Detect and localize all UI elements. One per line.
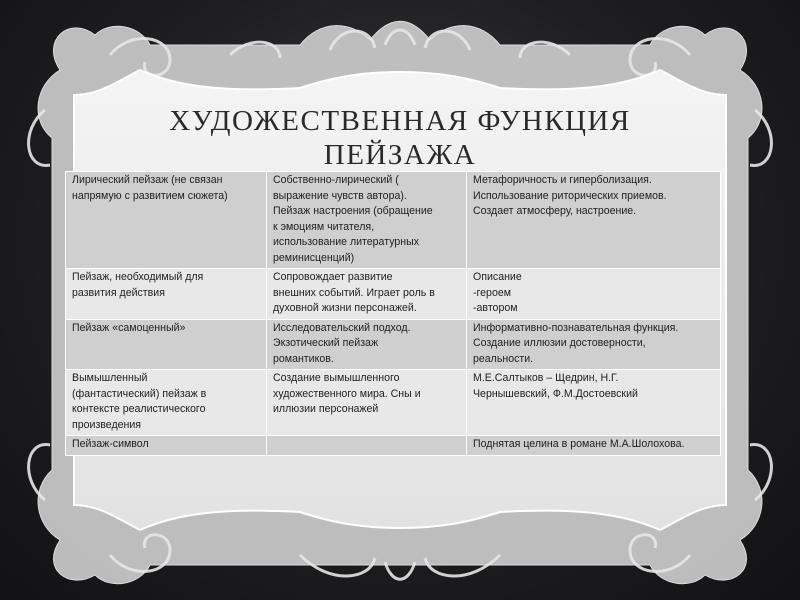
title-line-1: ХУДОЖЕСТВЕННАЯ ФУНКЦИЯ <box>169 105 631 137</box>
table-row <box>66 172 721 269</box>
table-cell-1 <box>66 436 267 456</box>
cell-text-line: развития действия <box>72 286 165 299</box>
table-cell-3 <box>467 172 721 269</box>
table-cell-1 <box>66 172 267 269</box>
cell-text-line: Метафоричность и гиперболизация. <box>473 174 652 186</box>
table-cell-3 <box>467 370 721 436</box>
cell-text-line: духовной жизни персонажей. <box>273 302 417 314</box>
table-row <box>66 370 721 436</box>
cell-text-line: Пейзаж настроения (обращение <box>273 205 433 217</box>
cell-text-line: Использование риторических приемов. <box>473 189 667 202</box>
cell-text-line: романтиков. <box>273 352 334 365</box>
table-body <box>66 172 721 456</box>
cell-text-line: (фантастический) пейзаж в <box>72 387 207 400</box>
cell-text-line: Чернышевский, Ф.М.Достоевский <box>473 387 638 400</box>
table-cell-2 <box>267 269 467 320</box>
table-cell-2 <box>267 319 467 370</box>
table-cell-1 <box>66 269 267 320</box>
slide-title <box>120 104 680 172</box>
cell-text-line: Поднятая целина в романе М.А.Шолохова. <box>473 438 685 450</box>
cell-text-line: напрямую с развитием сюжета) <box>72 189 228 202</box>
cell-text-line: Вымышленный <box>72 372 148 384</box>
table-row <box>66 436 721 456</box>
table-cell-2 <box>267 436 467 456</box>
cell-text-line: контексте реалистического <box>72 403 206 415</box>
table-row <box>66 269 721 320</box>
cell-text-line: к эмоциям читателя, <box>273 220 375 233</box>
cell-text-line: Лирический пейзаж (не связан <box>72 174 223 186</box>
cell-text-line: Пейзаж-символ <box>72 438 149 450</box>
cell-text-line: Сопровождает развитие <box>273 271 393 283</box>
cell-text-line: иллюзии персонажей <box>273 403 379 415</box>
cell-text-line: художественного мира. Сны и <box>273 387 421 400</box>
table-cell-1 <box>66 319 267 370</box>
cell-text-line: Информативно-познавательная функция. <box>473 321 679 334</box>
table-cell-3 <box>467 319 721 370</box>
table-cell-3 <box>467 436 721 456</box>
table-cell-1 <box>66 370 267 436</box>
cell-text-line: Исследовательский подход. <box>273 321 411 334</box>
functions-table <box>65 171 721 456</box>
table-cell-3 <box>467 269 721 320</box>
cell-text-line: М.Е.Салтыков – Щедрин, Н.Г. <box>473 372 619 384</box>
cell-text-line: реальности. <box>473 352 534 365</box>
table-cell-2 <box>267 370 467 436</box>
cell-text-line: Пейзаж, необходимый для <box>72 271 204 283</box>
cell-text-line: использование литературных <box>273 236 420 248</box>
cell-text-line: Создает атмосферу, настроение. <box>473 205 637 217</box>
cell-text-line: Создание вымышленного <box>273 372 400 384</box>
cell-text-line: -автором <box>473 302 518 314</box>
cell-text-line: Экзотический пейзаж <box>273 337 379 349</box>
cell-text-line: Создание иллюзии достоверности, <box>473 337 646 349</box>
cell-text-line: Пейзаж «самоценный» <box>72 321 186 334</box>
cell-text-line: реминисценций) <box>273 251 355 264</box>
table-cell-2 <box>267 172 467 269</box>
cell-text-line: внешних событий. Играет роль в <box>273 286 435 299</box>
cell-text-line: Собственно-лирический ( <box>273 174 399 186</box>
title-line-2: ПЕЙЗАЖА <box>323 139 477 171</box>
cell-text-line: выражение чувств автора). <box>273 189 407 202</box>
cell-text-line: Описание <box>473 271 522 283</box>
table-row <box>66 319 721 370</box>
cell-text-line: -героем <box>473 286 512 299</box>
cell-text-line: произведения <box>72 418 142 431</box>
